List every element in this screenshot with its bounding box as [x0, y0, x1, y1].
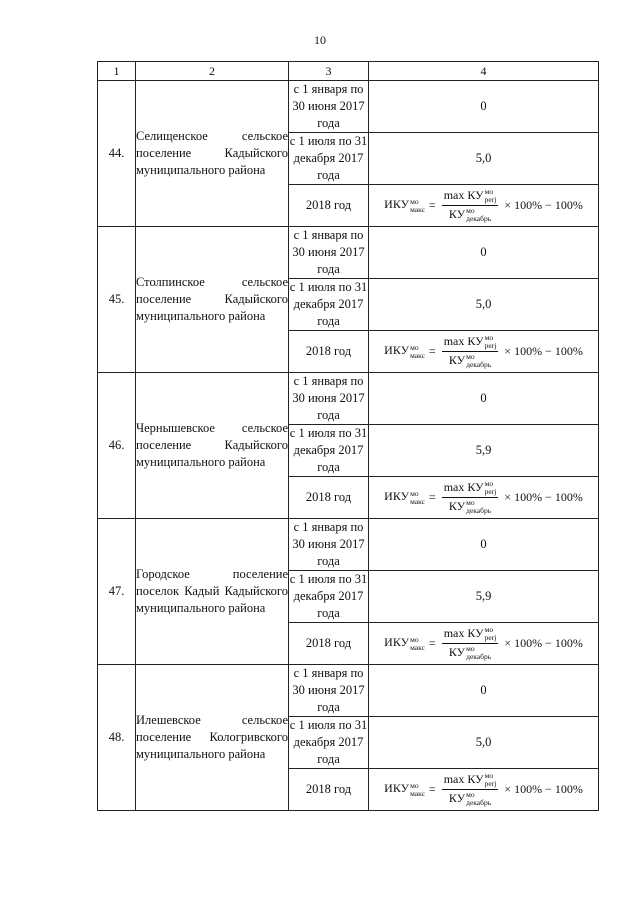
period-label: 2018 год	[289, 623, 369, 665]
formula-tail: × 100% − 100%	[504, 636, 583, 650]
index-value: 0	[369, 81, 599, 133]
table-row	[98, 519, 599, 571]
formula-cell	[369, 331, 599, 373]
formula-lhs: ИКУ мо макс	[384, 196, 425, 214]
row-number: 48.	[98, 665, 136, 811]
formula-lhs: ИКУ мо макс	[384, 342, 425, 360]
index-value: 5,0	[369, 717, 599, 769]
formula-fraction: max КУ мо perj КУ мо декабрь	[443, 479, 497, 516]
table-row	[98, 81, 599, 133]
period-label: с 1 июля по 31 декабря 2017 года	[289, 571, 369, 623]
table-row	[98, 227, 599, 279]
index-formula	[384, 480, 583, 516]
formula-tail: × 100% − 100%	[504, 490, 583, 504]
settlement-name: Илешевское сельское поселение Кологривского муниципального района	[136, 665, 289, 811]
coefficients-table	[97, 61, 599, 811]
page-number: 10	[314, 33, 326, 47]
table-header-row	[98, 62, 599, 81]
formula-fraction: max КУ мо perj КУ мо декабрь	[443, 333, 497, 370]
formula-cell	[369, 769, 599, 811]
period-label: с 1 января по 30 июня 2017 года	[289, 519, 369, 571]
row-number: 45.	[98, 227, 136, 373]
period-label: с 1 января по 30 июня 2017 года	[289, 81, 369, 133]
index-formula	[384, 772, 583, 808]
settlement-name: Селищенское сельское поселение Кадыйского муниципального района	[136, 81, 289, 227]
index-value: 0	[369, 665, 599, 717]
column-header: 2	[136, 62, 289, 81]
formula-cell	[369, 185, 599, 227]
settlement-name: Городское поселение поселок Кадый Кадыйского муниципального района	[136, 519, 289, 665]
period-label: 2018 год	[289, 185, 369, 227]
formula-fraction: max КУ мо perj КУ мо декабрь	[443, 187, 497, 224]
period-label: с 1 января по 30 июня 2017 года	[289, 665, 369, 717]
period-label: с 1 января по 30 июня 2017 года	[289, 373, 369, 425]
table-row	[98, 373, 599, 425]
formula-cell	[369, 623, 599, 665]
formula-tail: × 100% − 100%	[504, 782, 583, 796]
index-value: 5,9	[369, 425, 599, 477]
formula-fraction: max КУ мо perj КУ мо декабрь	[443, 625, 497, 662]
index-formula	[384, 626, 583, 662]
row-number: 44.	[98, 81, 136, 227]
index-value: 0	[369, 373, 599, 425]
index-formula	[384, 334, 583, 370]
period-label: 2018 год	[289, 769, 369, 811]
index-value: 0	[369, 227, 599, 279]
formula-tail: × 100% − 100%	[504, 198, 583, 212]
formula-tail: × 100% − 100%	[504, 344, 583, 358]
settlement-name: Чернышевское сельское поселение Кадыйского муниципального района	[136, 373, 289, 519]
formula-lhs: ИКУ мо макс	[384, 634, 425, 652]
column-header: 1	[98, 62, 136, 81]
index-value: 5,9	[369, 571, 599, 623]
period-label: с 1 июля по 31 декабря 2017 года	[289, 279, 369, 331]
period-label: 2018 год	[289, 331, 369, 373]
formula-equals: =	[428, 636, 436, 650]
index-value: 0	[369, 519, 599, 571]
formula-lhs: ИКУ мо макс	[384, 780, 425, 798]
row-number: 46.	[98, 373, 136, 519]
period-label: с 1 июля по 31 декабря 2017 года	[289, 425, 369, 477]
table-row	[98, 665, 599, 717]
period-label: 2018 год	[289, 477, 369, 519]
index-value: 5,0	[369, 133, 599, 185]
period-label: с 1 июля по 31 декабря 2017 года	[289, 717, 369, 769]
column-header: 4	[369, 62, 599, 81]
index-value: 5,0	[369, 279, 599, 331]
formula-lhs: ИКУ мо макс	[384, 488, 425, 506]
period-label: с 1 июля по 31 декабря 2017 года	[289, 133, 369, 185]
formula-equals: =	[428, 198, 436, 212]
formula-equals: =	[428, 490, 436, 504]
column-header: 3	[289, 62, 369, 81]
index-formula	[384, 188, 583, 224]
formula-equals: =	[428, 782, 436, 796]
row-number: 47.	[98, 519, 136, 665]
formula-cell	[369, 477, 599, 519]
period-label: с 1 января по 30 июня 2017 года	[289, 227, 369, 279]
settlement-name: Столпинское сельское поселение Кадыйского муниципального района	[136, 227, 289, 373]
formula-fraction: max КУ мо perj КУ мо декабрь	[443, 771, 497, 808]
formula-equals: =	[428, 344, 436, 358]
